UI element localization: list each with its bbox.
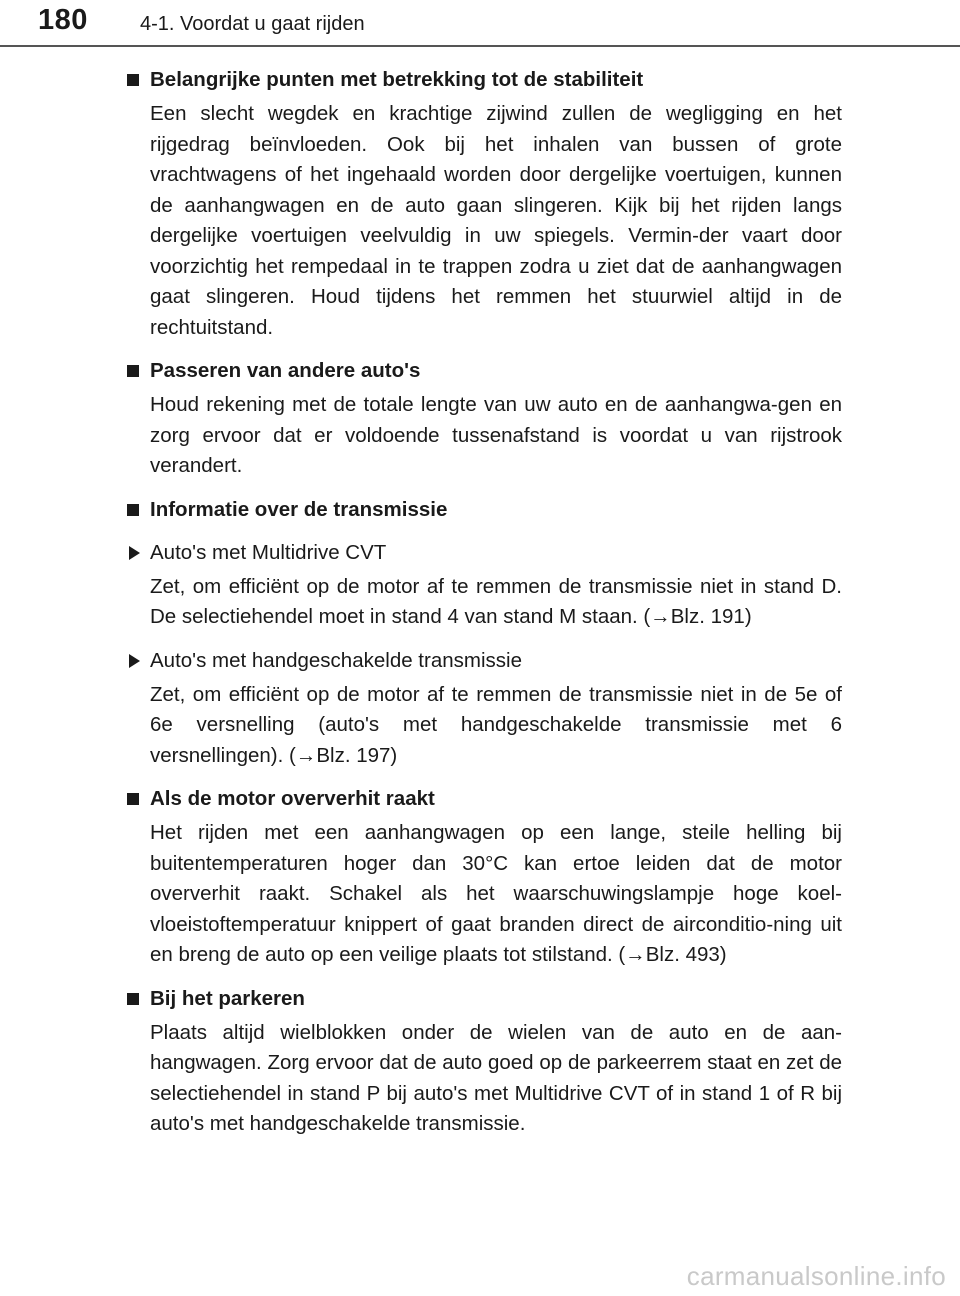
header-divider [0, 45, 960, 47]
page-header [0, 0, 960, 48]
section-heading-text: Als de motor oververhit raakt [150, 787, 435, 810]
square-bullet-icon [127, 993, 139, 1005]
square-bullet-icon [127, 793, 139, 805]
square-bullet-icon [127, 74, 139, 86]
section-heading-overheating [0, 784, 842, 814]
paragraph-overheating: Het rijden met een aanhangwagen op een lange, steile helling bij buitentemperaturen hoger dan 30°C kan ertoe leiden dat de motor oververhit raakt. Schakel als het waarschuwingslampje hoge koel-vloeistoftemperatuur knippert of gaat branden direct de airconditio-ning uit en breng de auto op een veilige plaats tot stilstand. (→Blz. 493) [150, 821, 842, 966]
paragraph-multidrive-cvt: Zet, om efficiënt op de motor af te remmen de transmissie niet in stand D. De selectiehendel moet in stand 4 van stand M staan. (→Blz. 191) [150, 574, 842, 628]
page-number: 180 [38, 4, 88, 36]
square-bullet-icon [127, 504, 139, 516]
sub-heading-text: Auto's met handgeschakelde transmissie [150, 648, 522, 672]
section-heading-passing [0, 356, 842, 386]
paragraph-manual-transmission: Zet, om efficiënt op de motor af te remmen de transmissie niet in de 5e of 6e versnelling (auto's met handgeschakelde transmissie met 6 versnellingen). (→Blz. 197) [150, 682, 842, 767]
sub-heading-text: Auto's met Multidrive CVT [150, 540, 387, 564]
section-heading-text: Informatie over de transmissie [150, 497, 448, 521]
section-heading-text: Belangrijke punten met betrekking tot de stabiliteit [150, 68, 644, 91]
square-bullet-icon [127, 365, 139, 377]
section-heading-text: Passeren van andere auto's [150, 359, 421, 382]
paragraph-stability: Een slecht wegdek en krachtige zijwind zullen de wegligging en het rijgedrag beïnvloeden. Ook bij het inhalen van bussen of grote vrachtwagens of het ingehaald worden door dergelijke voertuigen, kunnen de aanhangwagen en de auto gaan slingeren. Kijk bij het rijden langs dergelijke voertuigen veelvuldig in uw spiegels. Vermin-der vaart door voorzichtig het rempedaal in te trappen zodra u ziet dat de aanhangwagen gaat slingeren. Houd tijdens het remmen het stuurwiel altijd in de rechtuitstand. [150, 102, 842, 339]
paragraph-passing: Houd rekening met de totale lengte van uw auto en de aanhangwa-gen en zorg ervoor dat er voldoende tussenafstand is voordat u van rijstrook verandert. [150, 393, 842, 477]
triangle-bullet-icon [129, 654, 140, 668]
section-heading-text: Bij het parkeren [150, 986, 305, 1010]
paragraph-parking: Plaats altijd wielblokken onder de wielen van de auto en de aan-hangwagen. Zorg ervoor dat de auto goed op de parkeerrem staat en zet de selectiehendel in stand P bij auto's met Multidrive CVT of in stand 1 of R bij auto's met handgeschakelde transmissie. [150, 1020, 842, 1135]
section-heading-parking [0, 984, 842, 1014]
section-heading-transmission [0, 495, 842, 525]
page-content [0, 52, 960, 1140]
triangle-bullet-icon [129, 546, 140, 560]
section-heading-stability [0, 65, 842, 95]
section-title: 4-1. Voordat u gaat rijden [140, 13, 365, 35]
sub-heading-manual-transmission [0, 646, 842, 676]
sub-heading-multidrive-cvt [0, 538, 842, 568]
watermark: carmanualsonline.info [686, 1261, 946, 1291]
